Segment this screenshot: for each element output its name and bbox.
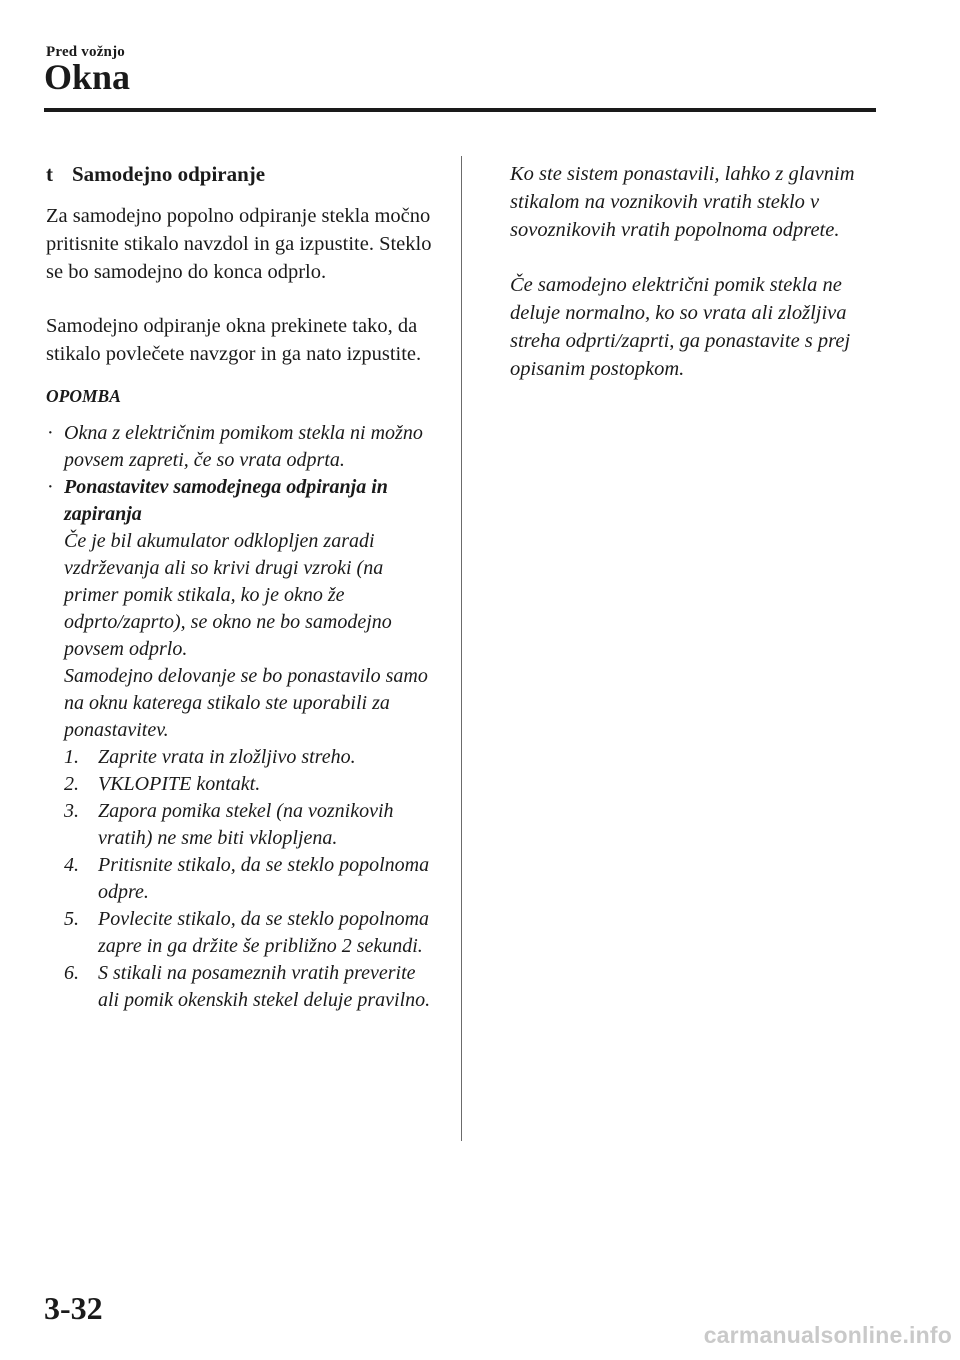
section-marker-icon: t xyxy=(46,162,53,186)
bullet-icon: · xyxy=(47,476,54,498)
step-text: Zaprite vrata in zložljivo streho. xyxy=(98,746,356,768)
paragraph-troubleshoot: Če samodejno električni pomik stekla ne deluje normalno, ko so vrata ali zložljiva streha odprti/zaprti, ga ponastavite s prej opisanim postopkom. xyxy=(510,274,851,380)
page-title: Okna xyxy=(44,57,131,97)
step-number: 3. xyxy=(64,800,79,822)
section-kicker: Pred vožnjo xyxy=(46,44,125,60)
step-number: 5. xyxy=(64,908,79,930)
left-column xyxy=(46,160,438,1014)
steps-list xyxy=(64,744,438,1014)
list-item xyxy=(64,771,438,798)
bullet-icon: · xyxy=(47,422,54,444)
step-text: Pritisnite stikalo, da se steklo popolnoma odpre. xyxy=(98,854,430,903)
column-divider xyxy=(461,156,462,1141)
section-title: Samodejno odpiranje xyxy=(72,162,266,186)
list-item xyxy=(64,960,438,1014)
note-item-reset xyxy=(46,474,438,1014)
step-number: 6. xyxy=(64,962,79,984)
list-item xyxy=(64,852,438,906)
list-item xyxy=(64,906,438,960)
list-item xyxy=(64,798,438,852)
list-item xyxy=(64,744,438,771)
paragraph-stop-open: Samodejno odpiranje okna prekinete tako, da stikalo povlečete navzgor in ga nato izpustite. xyxy=(46,315,422,365)
right-column xyxy=(510,160,880,410)
step-number: 2. xyxy=(64,773,79,795)
note-subheading: Ponastavitev samodejnega odpiranja in zapiranja xyxy=(64,476,388,525)
watermark: carmanualsonline.info xyxy=(703,1322,952,1348)
paragraph-auto-open: Za samodejno popolno odpiranje stekla močno pritisnite stikalo navzdol in ga izpustite. Steklo se bo samodejno do konca odprlo. xyxy=(46,205,432,283)
note-text: Okna z električnim pomikom stekla ni možno povsem zapreti, če so vrata odprta. xyxy=(64,422,423,471)
note-item xyxy=(46,420,438,474)
note-label: OPOMBA xyxy=(46,386,121,406)
step-text: VKLOPITE kontakt. xyxy=(98,773,261,795)
page-number: 3-32 xyxy=(44,1290,103,1326)
step-text: Zapora pomika stekel (na voznikovih vratih) ne sme biti vklopljena. xyxy=(98,800,394,849)
note-text: Samodejno delovanje se bo ponastavilo samo na oknu katerega stikalo ste uporabili za ponastavitev. xyxy=(64,665,428,741)
header-rule xyxy=(44,108,876,112)
step-text: S stikali na posameznih vratih preverite ali pomik okenskih stekel deluje pravilno. xyxy=(98,962,431,1011)
step-number: 1. xyxy=(64,746,79,768)
paragraph-after-reset: Ko ste sistem ponastavili, lahko z glavnim stikalom na voznikovih vratih steklo v sovoznikovih vratih popolnoma odprete. xyxy=(510,163,855,241)
step-number: 4. xyxy=(64,854,79,876)
section-heading xyxy=(46,160,438,188)
note-text: Če je bil akumulator odklopljen zaradi vzdrževanja ali so krivi drugi vzroki (na primer pomik stikala, ko je okno že odprto/zaprto), se okno ne bo samodejno povsem odprlo. xyxy=(64,530,392,660)
step-text: Povlecite stikalo, da se steklo popolnoma zapre in ga držite še približno 2 sekundi. xyxy=(98,908,430,957)
